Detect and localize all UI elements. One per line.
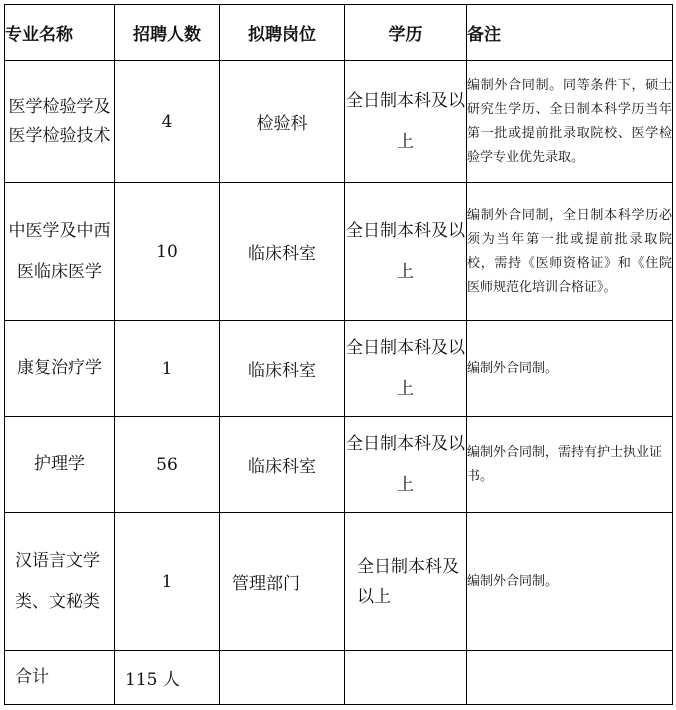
table-row bbox=[5, 513, 673, 651]
header-position: 拟聘岗位 bbox=[220, 5, 345, 61]
count-cell: 1 bbox=[115, 513, 220, 651]
table-row bbox=[5, 61, 673, 183]
table-row bbox=[5, 321, 673, 417]
count-cell: 10 bbox=[115, 183, 220, 321]
education-cell: 全日制本科及以上 bbox=[345, 417, 467, 513]
note-cell: 编制外合同制。 bbox=[467, 321, 673, 417]
position-cell: 临床科室 bbox=[220, 183, 345, 321]
empty-cell bbox=[345, 651, 467, 705]
count-cell: 1 bbox=[115, 321, 220, 417]
education-cell: 全日制本科及以上 bbox=[345, 513, 467, 651]
header-row bbox=[5, 5, 673, 61]
note-cell: 编制外合同制。同等条件下，硕士研究生学历、全日制本科学历当年第一批或提前批录取院校、医学检验学专业优先录取。 bbox=[467, 61, 673, 183]
total-label: 合计 bbox=[5, 651, 115, 705]
note-cell: 编制外合同制。 bbox=[467, 513, 673, 651]
position-cell: 检验科 bbox=[220, 61, 345, 183]
header-note: 备注 bbox=[467, 5, 673, 61]
table-row bbox=[5, 183, 673, 321]
empty-cell bbox=[220, 651, 345, 705]
note-cell: 编制外合同制，需持有护士执业证书。 bbox=[467, 417, 673, 513]
recruitment-table bbox=[4, 4, 673, 705]
count-cell: 4 bbox=[115, 61, 220, 183]
education-cell: 全日制本科及以上 bbox=[345, 183, 467, 321]
total-count: 115 人 bbox=[115, 651, 220, 705]
major-cell: 康复治疗学 bbox=[5, 321, 115, 417]
header-education: 学历 bbox=[345, 5, 467, 61]
note-cell: 编制外合同制，全日制本科学历必须为当年第一批或提前批录取院校，需持《医师资格证》和《住院医师规范化培训合格证》。 bbox=[467, 183, 673, 321]
total-row bbox=[5, 651, 673, 705]
header-count: 招聘人数 bbox=[115, 5, 220, 61]
position-cell: 临床科室 bbox=[220, 417, 345, 513]
position-cell: 临床科室 bbox=[220, 321, 345, 417]
count-cell: 56 bbox=[115, 417, 220, 513]
empty-cell bbox=[467, 651, 673, 705]
education-cell: 全日制本科及以上 bbox=[345, 321, 467, 417]
major-cell: 护理学 bbox=[5, 417, 115, 513]
header-major: 专业名称 bbox=[5, 5, 115, 61]
education-cell: 全日制本科及以上 bbox=[345, 61, 467, 183]
position-cell: 管理部门 bbox=[220, 513, 345, 651]
major-cell: 医学检验学及医学检验技术 bbox=[5, 61, 115, 183]
major-cell: 中医学及中西医临床医学 bbox=[5, 183, 115, 321]
table-row bbox=[5, 417, 673, 513]
major-cell: 汉语言文学类、文秘类 bbox=[5, 513, 115, 651]
